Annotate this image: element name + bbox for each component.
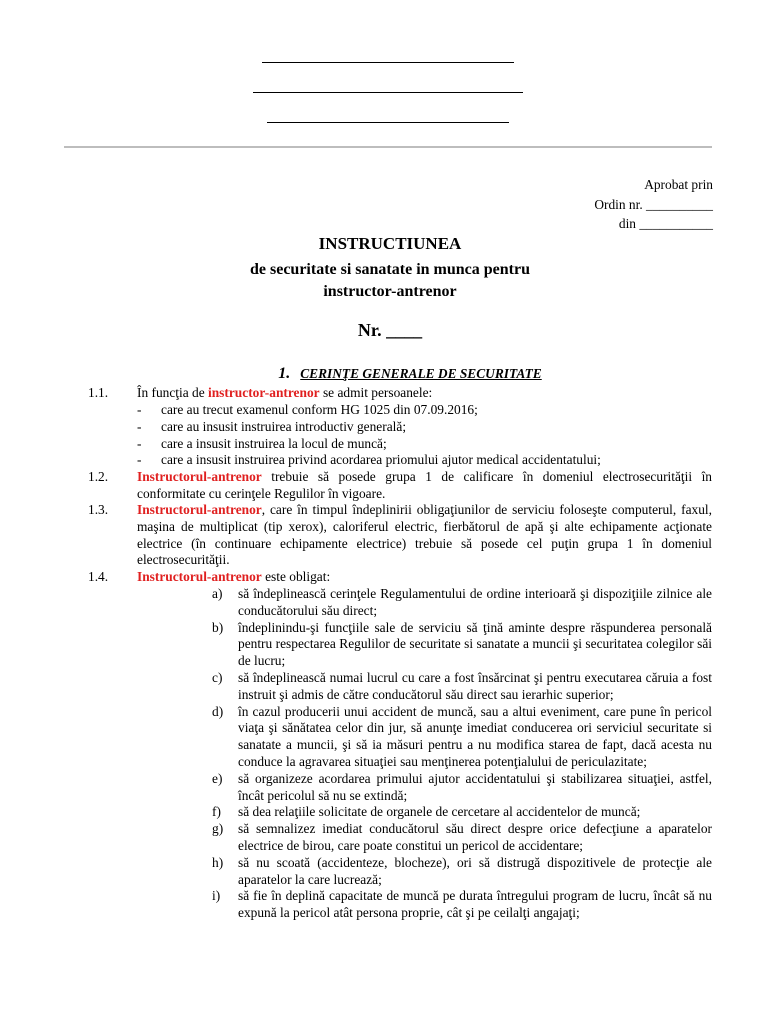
text: este obligat: <box>261 569 331 584</box>
item-letter: b) <box>212 619 224 635</box>
document-title: INSTRUCTIUNEA <box>318 234 462 253</box>
subtitle-line-1: de securitate si sanatate in munca pentru <box>250 261 530 278</box>
item-text: îndeplinindu-şi funcţiile sale de serviciu să ţină aminte despre răspunderea personală pentru respectarea Regulilor de securitate si sanatate a muncii şi securitatea colegilor săi de lucru; <box>238 619 712 669</box>
list-item-text: care au trecut examenul conform HG 1025 din 07.09.2016; <box>161 402 478 417</box>
role-highlight: Instructorul-antrenor <box>137 502 262 517</box>
dash: - <box>137 435 142 451</box>
paragraph-number: 1.3. <box>88 502 109 517</box>
list-item-text: care a insusit instruirea la locul de muncă; <box>161 435 387 451</box>
item-letter: f) <box>212 804 221 820</box>
obligation-item <box>212 888 712 922</box>
item-letter: d) <box>212 703 224 719</box>
item-letter: e) <box>212 770 223 786</box>
obligation-item <box>212 704 712 771</box>
item-text: să fie în deplină capacitate de muncă pe durata întregului program de lucru, încât să nu expună la pericol atât persona proprie, cât şi pe ceilalţi angajaţi; <box>238 888 712 921</box>
text: , care în timpul îndeplinirii obligaţiunilor de serviciu foloseşte computerul, faxul, maşina de multiplicat (tip xerox), caloriferul electric, fierbătorul de apă şi alte echipamente acţionate electrice (în continuare echipamente electrice) trebuie să posede cel puţin grupa 1 în domeniul electrosecurităţii. <box>137 502 712 568</box>
document-number: Nr. ____ <box>357 320 423 340</box>
obligation-item <box>212 620 712 670</box>
obligation-item <box>212 804 712 821</box>
list-item <box>137 436 707 453</box>
role-highlight: Instructorul-antrenor <box>137 469 262 484</box>
item-text: să dea relaţiile solicitate de organele de cercetare al accidentelor de muncă; <box>238 804 641 820</box>
section-heading <box>0 365 768 383</box>
item-text: să semnalizez imediat conducătorul său direct despre orice defecţiune a aparatelor electrice de birou, care poate constitui un pericol de accidentare; <box>238 821 712 853</box>
paragraph-number: 1.4. <box>88 569 109 584</box>
item-text: să îndeplinească cerinţele Regulamentului de ordine interioară şi dispoziţiile zilnice ale conducătorului său direct; <box>238 586 712 618</box>
section-title: CERINŢE GENERALE DE SECURITATE <box>300 366 542 381</box>
paragraph-number: 1.1. <box>88 385 109 400</box>
text: se admit persoanele: <box>319 385 433 400</box>
header-divider <box>64 146 712 148</box>
header-blank-line-1 <box>262 62 514 63</box>
list-item <box>137 419 707 436</box>
obligation-item <box>212 855 712 889</box>
list-item <box>137 402 707 419</box>
obligation-item <box>212 821 712 855</box>
list-item <box>137 452 707 469</box>
item-letter: c) <box>212 669 223 685</box>
dash: - <box>137 402 142 417</box>
item-text: să nu scoată (accidenteze, blocheze), ori să distrugă dispozitivele de protecţie ale aparatelor la care lucrează; <box>238 854 712 887</box>
obligation-item <box>212 771 712 805</box>
approval-block <box>594 175 713 234</box>
section-number: 1. <box>278 365 291 382</box>
role-highlight: Instructorul-antrenor <box>137 569 262 584</box>
text: În funcţia de <box>137 385 209 400</box>
obligation-item <box>212 586 712 620</box>
approval-line-3: din ___________ <box>618 216 713 231</box>
list-item-text: care au insusit instruirea introductiv generală; <box>161 418 407 434</box>
header-blank-line-2 <box>253 92 523 93</box>
admission-list <box>137 402 707 469</box>
item-letter: a) <box>212 586 223 601</box>
list-item-text: care a insusit instruirea privind acordarea priomului ajutor medical accidentatului; <box>161 452 601 468</box>
dash: - <box>137 452 142 468</box>
obligation-item <box>212 670 712 704</box>
approval-line-2: Ordin nr. __________ <box>594 196 713 212</box>
obligations-list <box>212 586 712 922</box>
item-text: să organizeze acordarea primului ajutor accidentatului şi stabilizarea situaţiei, astfel, încât pericolul să nu se extindă; <box>238 770 712 803</box>
dash: - <box>137 418 142 434</box>
subtitle-line-2: instructor-antrenor <box>323 283 457 300</box>
role-highlight: instructor-antrenor <box>208 385 320 400</box>
approval-line-1: Aprobat prin <box>644 177 713 192</box>
header-blank-line-3 <box>267 122 509 123</box>
item-text: să îndeplinească numai lucrul cu care a fost însărcinat şi pentru executarea căruia a fost instruit şi admis de către conducătorul său direct sau ierarhic superior; <box>238 669 712 702</box>
item-letter: g) <box>212 821 224 837</box>
item-text: în cazul producerii unui accident de muncă, sau a altui eveniment, care pune în pericol viaţa şi sănătatea celor din jur, să anunţe imediat conducerea ori serviciul securitate si sanatate a muncii, şi să ia măsuri pentru a nu modifica starea de fapt, dacă acesta nu conduce la agravarea situaţiei sau menţinerea potenţialului de periculazitate; <box>238 703 712 769</box>
document-subtitle <box>0 259 768 303</box>
item-letter: i) <box>212 888 221 904</box>
text: trebuie să posede grupa 1 de calificare în domeniul electrosecurităţii în conformitate cu cerinţele Regulilor în vigoare. <box>137 469 712 501</box>
paragraph-number: 1.2. <box>88 469 109 484</box>
item-letter: h) <box>212 854 224 870</box>
